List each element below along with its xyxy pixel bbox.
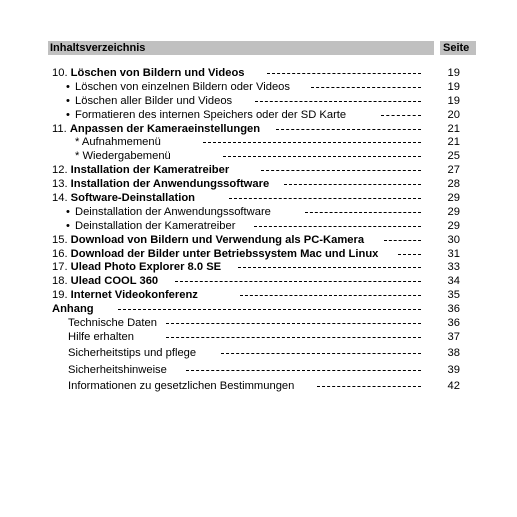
entry-title: Löschen von Bildern und Videos — [70, 67, 245, 79]
dot-leader — [305, 212, 421, 213]
toc-entry[interactable] — [0, 81, 517, 95]
dot-leader — [166, 337, 421, 338]
entry-page: 42 — [447, 380, 460, 393]
entry-title: Anhang — [52, 303, 94, 316]
entry-number: 16. — [52, 247, 68, 260]
entry-number: 15. — [52, 233, 68, 246]
entry-page: 30 — [447, 233, 460, 246]
toc-entry[interactable] — [0, 206, 517, 220]
dot-leader — [254, 226, 421, 227]
dot-leader — [203, 142, 421, 143]
dot-leader — [261, 170, 421, 171]
toc-entry[interactable] — [0, 289, 517, 303]
entry-page: 27 — [447, 164, 460, 177]
dot-leader — [398, 254, 421, 255]
entry-title: Löschen von einzelnen Bildern oder Videos — [75, 80, 290, 93]
dot-leader — [238, 267, 421, 268]
entry-title: Technische Daten — [68, 317, 157, 330]
dot-leader — [240, 295, 421, 296]
entry-title: Aufnahmemenü — [81, 136, 161, 149]
entry-page: 19 — [447, 67, 460, 79]
toc-entry[interactable] — [0, 261, 517, 275]
bullet-icon: • — [66, 108, 70, 121]
toc-entry[interactable] — [0, 123, 517, 137]
entry-page: 28 — [447, 178, 460, 191]
dot-leader — [284, 184, 421, 185]
dot-leader — [175, 281, 421, 282]
bullet-icon: • — [66, 80, 70, 93]
entry-page: 33 — [447, 261, 460, 274]
toc-entry[interactable] — [0, 67, 517, 81]
dot-leader — [311, 87, 421, 88]
toc-entry[interactable] — [0, 331, 517, 345]
entry-page: 20 — [447, 108, 460, 121]
entry-title: Wiedergabemenü — [82, 150, 171, 163]
toc-entry[interactable] — [0, 303, 517, 317]
entry-title: Sicherheitstips und pflege — [68, 347, 197, 360]
toc-header-page-label: Seite — [440, 41, 476, 55]
toc-entry[interactable] — [0, 317, 517, 331]
entry-title: Formatieren des internen Speichers oder der SD Karte — [75, 108, 347, 121]
dot-leader — [221, 353, 421, 354]
toc-entry[interactable] — [0, 192, 517, 206]
entry-number: 18. — [52, 275, 68, 288]
entry-title: Deinstallation der Kameratreiber — [75, 219, 236, 232]
entry-page: 35 — [447, 289, 460, 302]
entry-title: Internet Videokonferenz — [70, 289, 198, 302]
dot-leader — [255, 101, 421, 102]
entry-number: 17. — [52, 261, 68, 274]
dot-leader — [223, 156, 421, 157]
bullet-icon: • — [66, 219, 70, 232]
entry-page: 37 — [447, 330, 460, 343]
entry-number: 10. — [52, 67, 68, 79]
entry-number: 12. — [52, 164, 68, 177]
toc-entry[interactable] — [0, 234, 517, 248]
entry-page: 29 — [447, 192, 460, 205]
entry-page: 38 — [447, 347, 460, 360]
entry-page: 29 — [447, 205, 460, 218]
toc-entry[interactable] — [0, 275, 517, 289]
entry-page: 21 — [447, 136, 460, 149]
entry-title: Software-Deinstallation — [70, 192, 195, 205]
asterisk-icon: * — [75, 136, 80, 149]
toc-entry[interactable] — [0, 364, 517, 378]
bullet-icon: • — [66, 94, 70, 107]
toc-entry[interactable] — [0, 178, 517, 192]
dot-leader — [267, 73, 421, 74]
toc-entry[interactable] — [0, 150, 517, 164]
toc-entry[interactable] — [0, 248, 517, 262]
dot-leader — [381, 115, 421, 116]
dot-leader — [317, 386, 421, 387]
entry-number: 14. — [52, 192, 68, 205]
entry-title: Anpassen der Kameraeinstellungen — [69, 122, 261, 135]
entry-title: Löschen aller Bilder und Videos — [75, 94, 233, 107]
entry-page: 34 — [447, 275, 460, 288]
toc-entry[interactable] — [0, 347, 517, 361]
entry-number: 11. — [52, 122, 67, 135]
dot-leader — [229, 198, 421, 199]
entry-title: Sicherheitshinweise — [68, 363, 167, 376]
entry-title: Deinstallation der Anwendungssoftware — [75, 205, 271, 218]
toc-entry[interactable] — [0, 109, 517, 123]
dot-leader — [186, 370, 421, 371]
entry-page: 31 — [447, 247, 460, 260]
entry-page: 19 — [447, 94, 460, 107]
entry-page: 36 — [447, 317, 460, 330]
dot-leader — [384, 240, 421, 241]
bullet-icon: • — [66, 205, 70, 218]
entry-page: 21 — [447, 122, 460, 135]
asterisk-icon: * — [75, 150, 80, 163]
entry-title: Informationen zu gesetzlichen Bestimmungen — [68, 380, 295, 393]
toc-entry[interactable] — [0, 164, 517, 178]
entry-title: Hilfe erhalten — [68, 330, 134, 343]
entry-title: Installation der Anwendungssoftware — [70, 178, 270, 191]
dot-leader — [166, 323, 421, 324]
entry-number: 13. — [52, 178, 68, 191]
toc-entry[interactable] — [0, 220, 517, 234]
entry-title: Ulead Photo Explorer 8.0 SE — [70, 261, 222, 274]
toc-entry[interactable] — [0, 380, 517, 394]
toc-header-title: Inhaltsverzeichnis — [48, 41, 434, 55]
dot-leader — [276, 129, 421, 130]
entry-title: Download von Bildern und Verwendung als PC-Kamera — [70, 233, 365, 246]
toc-entry[interactable] — [0, 136, 517, 150]
entry-page: 25 — [447, 150, 460, 163]
dot-leader — [118, 309, 421, 310]
entry-page: 39 — [447, 363, 460, 376]
entry-page: 36 — [447, 303, 460, 316]
toc-list — [0, 67, 517, 394]
entry-number: 19. — [52, 289, 68, 302]
entry-title: Installation der Kameratreiber — [70, 164, 230, 177]
entry-title: Ulead COOL 360 — [70, 275, 159, 288]
entry-page: 29 — [447, 219, 460, 232]
toc-entry[interactable] — [0, 95, 517, 109]
entry-title: Download der Bilder unter Betriebssystem Mac und Linux — [70, 247, 379, 260]
entry-page: 19 — [447, 80, 460, 93]
